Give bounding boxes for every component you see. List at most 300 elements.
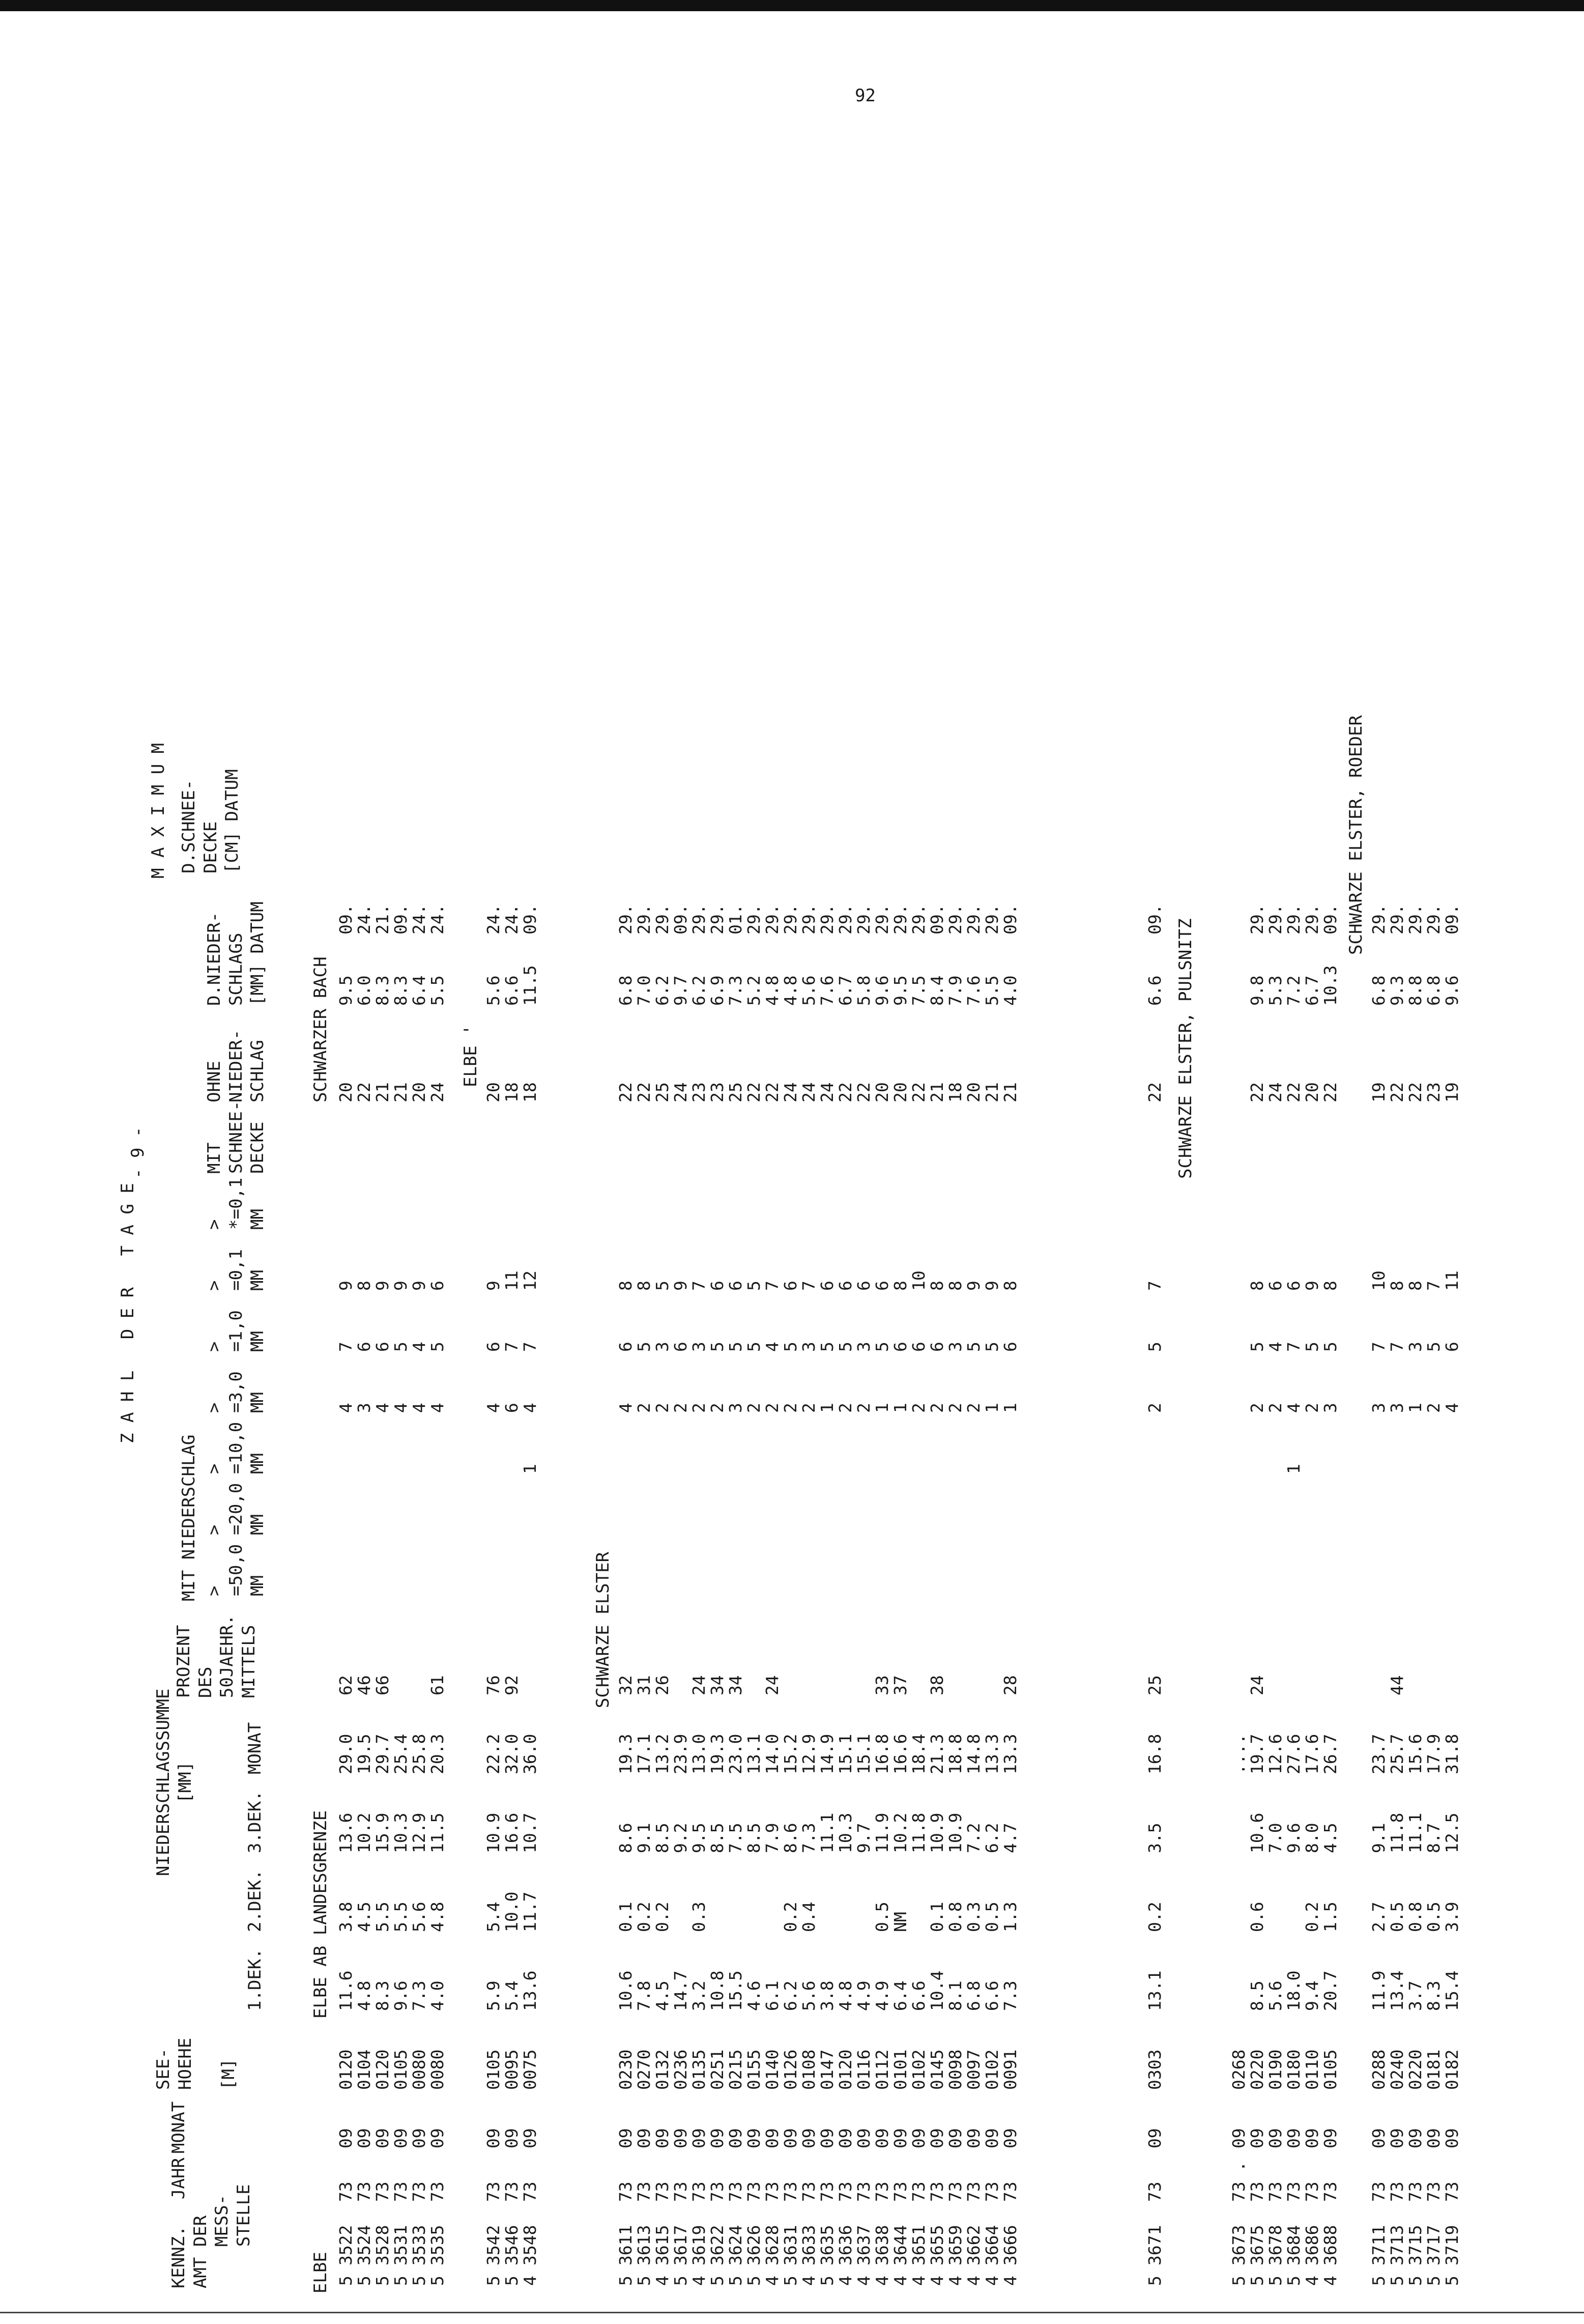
- station-kennz: 3531: [391, 2225, 411, 2265]
- station-monat: 09: [354, 2128, 374, 2148]
- precip-dek3: 8.7: [1424, 1823, 1444, 1853]
- station-amt: 5: [354, 2276, 374, 2286]
- max-precip: 9.8: [1247, 975, 1267, 1006]
- station-monat: 09: [409, 2128, 429, 2148]
- precip-dek2: 3.8: [336, 1902, 356, 1932]
- station-hoehe: 0105: [483, 2049, 503, 2090]
- precip-dek1: 6.8: [964, 1980, 984, 2011]
- precip-dek3: 10.2: [354, 1812, 374, 1853]
- precip-dek3: 8.5: [652, 1823, 672, 1853]
- station-amt: 5: [427, 2276, 447, 2286]
- percent-of-mean: 32: [616, 1675, 636, 1695]
- days-without-precip: 21: [1000, 1082, 1020, 1102]
- days-without-precip: 22: [909, 1082, 929, 1102]
- precip-dek3: 15.9: [372, 1812, 392, 1853]
- max-precip-date: 29.: [616, 904, 636, 934]
- precip-dek1: 10.8: [707, 1970, 727, 2011]
- days-ge-1: 6: [616, 1342, 636, 1352]
- max-precip: 6.9: [707, 975, 727, 1006]
- station-hoehe: 0145: [927, 2049, 947, 2090]
- precip-month: 19.3: [616, 1734, 636, 1774]
- station-hoehe: 0102: [909, 2049, 929, 2090]
- days-ge-01: 8: [945, 1281, 965, 1291]
- precip-month: 29.0: [336, 1734, 356, 1774]
- station-amt: 5: [409, 2276, 429, 2286]
- station-kennz: 3613: [634, 2225, 654, 2265]
- station-hoehe: 0236: [671, 2049, 690, 2090]
- max-precip-date: 21.: [372, 904, 392, 934]
- header-mit-niederschlag: MIT NIEDERSCHLAG: [179, 1434, 199, 1601]
- group-label: SCHWARZE ELSTER, PULSNITZ: [1175, 918, 1196, 1179]
- precip-dek3: 9.6: [1284, 1823, 1304, 1853]
- station-jahr: 73: [1369, 2181, 1389, 2202]
- station-jahr: 73: [1302, 2181, 1322, 2202]
- station-amt: 4: [799, 2276, 819, 2286]
- days-ge-1: 3: [689, 1342, 709, 1352]
- station-hoehe: 0288: [1369, 2049, 1389, 2090]
- days-without-precip: 24: [781, 1082, 800, 1102]
- station-hoehe: 0101: [890, 2049, 910, 2090]
- station-jahr: 73: [817, 2181, 837, 2202]
- precip-month: 26.7: [1320, 1734, 1340, 1774]
- max-precip: 4.0: [1000, 975, 1020, 1006]
- days-ge-1: 7: [502, 1342, 522, 1352]
- header-gt3: > =3,0 MM: [204, 1371, 268, 1413]
- days-ge-01: 8: [1405, 1281, 1425, 1291]
- days-ge-3: 1: [982, 1403, 1002, 1413]
- days-ge-1: 5: [1424, 1342, 1444, 1352]
- days-ge-3: 2: [671, 1403, 690, 1413]
- station-jahr: 73: [409, 2181, 429, 2202]
- max-precip-date: 09.: [1145, 904, 1165, 934]
- max-precip-date: 29.: [781, 904, 800, 934]
- station-kennz: 3644: [890, 2225, 910, 2265]
- station-jahr: 73: [634, 2181, 654, 2202]
- percent-of-mean: 66: [372, 1675, 392, 1695]
- max-precip-date: 29.: [1405, 904, 1425, 934]
- station-amt: 5: [1369, 2276, 1389, 2286]
- days-ge-1: 5: [836, 1342, 855, 1352]
- precip-month: 27.6: [1284, 1734, 1304, 1774]
- days-ge-01: 9: [982, 1281, 1002, 1291]
- station-amt: 5: [1405, 2276, 1425, 2286]
- max-precip: 5.5: [982, 975, 1002, 1006]
- days-ge-3: 3: [354, 1403, 374, 1413]
- days-without-precip: 24: [817, 1082, 837, 1102]
- percent-of-mean: 61: [427, 1675, 447, 1695]
- max-precip: 9.7: [671, 975, 690, 1006]
- days-ge-1: 3: [854, 1342, 874, 1352]
- max-precip-date: 29.: [744, 904, 764, 934]
- days-ge-01: 6: [817, 1281, 837, 1291]
- precip-month: 15.1: [836, 1734, 855, 1774]
- precip-dek1: 6.6: [982, 1980, 1002, 2011]
- station-hoehe: 0251: [707, 2049, 727, 2090]
- max-precip: 7.9: [945, 975, 965, 1006]
- precip-dek2: 11.7: [520, 1891, 540, 1932]
- precip-dek3: 16.6: [502, 1812, 522, 1853]
- days-ge-01: 9: [671, 1281, 690, 1291]
- max-precip: 5.6: [483, 975, 503, 1006]
- station-kennz: 3637: [854, 2225, 874, 2265]
- precip-month: 22.2: [483, 1734, 503, 1774]
- station-hoehe: 0135: [689, 2049, 709, 2090]
- station-amt: 4: [982, 2276, 1002, 2286]
- station-kennz: 3636: [836, 2225, 855, 2265]
- days-ge-1: 7: [1387, 1342, 1407, 1352]
- station-hoehe: 0155: [744, 2049, 764, 2090]
- station-monat: 09: [1369, 2128, 1389, 2148]
- days-ge-1: 6: [372, 1342, 392, 1352]
- precip-dek2: 0.5: [872, 1902, 892, 1932]
- precip-dek2: 1.5: [1320, 1902, 1340, 1932]
- station-monat: 09: [1229, 2128, 1249, 2148]
- max-precip: 10.3: [1320, 965, 1340, 1006]
- days-without-precip: 22: [1405, 1082, 1425, 1102]
- precip-dek1: 18.0: [1284, 1970, 1304, 2011]
- precip-dek1: 15.4: [1442, 1970, 1462, 2011]
- station-monat: 09: [781, 2128, 800, 2148]
- days-ge-3: 2: [927, 1403, 947, 1413]
- precip-dek3: 8.5: [707, 1823, 727, 1853]
- station-monat: 09: [372, 2128, 392, 2148]
- precip-dek2: 0.8: [1405, 1902, 1425, 1932]
- station-amt: 5: [1247, 2276, 1267, 2286]
- precip-dek3: 11.5: [427, 1812, 447, 1853]
- precip-dek1: 6.1: [762, 1980, 782, 2011]
- station-monat: 09: [689, 2128, 709, 2148]
- precip-dek2: 0.2: [634, 1902, 654, 1932]
- days-ge-1: 5: [1320, 1342, 1340, 1352]
- precip-dek2: 0.3: [964, 1902, 984, 1932]
- max-precip: 4.8: [762, 975, 782, 1006]
- station-hoehe: 0095: [502, 2049, 522, 2090]
- days-ge-1: 5: [391, 1342, 411, 1352]
- precip-month: 29.7: [372, 1734, 392, 1774]
- precip-dek1: 3.8: [817, 1980, 837, 2011]
- station-hoehe: 0120: [336, 2049, 356, 2090]
- max-precip-date: 29.: [1387, 904, 1407, 934]
- precip-dek1: 7.8: [634, 1980, 654, 2011]
- precip-month: 15.1: [854, 1734, 874, 1774]
- station-hoehe: 0147: [817, 2049, 837, 2090]
- days-ge-1: 4: [762, 1342, 782, 1352]
- days-ge-1: 5: [872, 1342, 892, 1352]
- max-precip-date: 29.: [909, 904, 929, 934]
- station-kennz: 3684: [1284, 2225, 1304, 2265]
- days-ge-3: 4: [336, 1403, 356, 1413]
- station-hoehe: 0140: [762, 2049, 782, 2090]
- precip-dek3: 8.6: [781, 1823, 800, 1853]
- days-ge-1: 3: [652, 1342, 672, 1352]
- days-ge-3: 2: [1145, 1403, 1165, 1413]
- days-ge-1: 3: [1405, 1342, 1425, 1352]
- precip-month: 15.2: [781, 1734, 800, 1774]
- days-ge-01: 9: [964, 1281, 984, 1291]
- station-kennz: 3675: [1247, 2225, 1267, 2265]
- max-precip: 6.8: [1424, 975, 1444, 1006]
- days-without-precip: 22: [836, 1082, 855, 1102]
- station-monat: 09: [909, 2128, 929, 2148]
- precip-dek1: 10.4: [927, 1970, 947, 2011]
- precip-dek3: 10.9: [927, 1812, 947, 1853]
- station-jahr: 73: [1442, 2181, 1462, 2202]
- days-without-precip: 20: [1302, 1082, 1322, 1102]
- station-jahr: 73: [1284, 2181, 1304, 2202]
- precip-dek2: 5.5: [372, 1902, 392, 1932]
- days-ge-1: 5: [744, 1342, 764, 1352]
- station-hoehe: 0270: [634, 2049, 654, 2090]
- percent-of-mean: 33: [872, 1675, 892, 1695]
- precip-dek2: 0.2: [1302, 1902, 1322, 1932]
- max-precip-date: 09.: [1442, 904, 1462, 934]
- station-monat: 09: [1442, 2128, 1462, 2148]
- days-ge-3: 2: [762, 1403, 782, 1413]
- days-ge-3: 3: [1369, 1403, 1389, 1413]
- max-precip-date: 24.: [502, 904, 522, 934]
- days-ge-01: 6: [854, 1281, 874, 1291]
- station-monat: 09: [427, 2128, 447, 2148]
- precip-dek3: 10.2: [890, 1812, 910, 1853]
- precip-dek1: 14.7: [671, 1970, 690, 2011]
- days-without-precip: 24: [671, 1082, 690, 1102]
- days-ge-3: 2: [799, 1403, 819, 1413]
- station-amt: 5: [1265, 2276, 1285, 2286]
- station-jahr: 73 .: [1229, 2161, 1249, 2202]
- precip-dek1: 13.6: [520, 1970, 540, 2011]
- station-kennz: 3617: [671, 2225, 690, 2265]
- station-monat: 09: [799, 2128, 819, 2148]
- precip-month: 19.7: [1247, 1734, 1267, 1774]
- days-ge-3: 4: [616, 1403, 636, 1413]
- days-ge-1: 4: [1265, 1342, 1285, 1352]
- header-monat-sum: MONAT: [245, 1722, 265, 1774]
- days-ge-1: 5: [982, 1342, 1002, 1352]
- header-gt01: > =0,1 MM: [204, 1249, 268, 1291]
- station-hoehe: 0080: [409, 2049, 429, 2090]
- precip-dek1: 5.6: [1265, 1980, 1285, 2011]
- station-amt: 4: [652, 2276, 672, 2286]
- group-label: SCHWARZE ELSTER, ROEDER: [1346, 715, 1366, 955]
- header-dek1: 1.DEK.: [245, 1948, 265, 2011]
- max-precip-date: 29.: [982, 904, 1002, 934]
- max-precip: 5.5: [427, 975, 447, 1006]
- days-ge-01: 9: [483, 1281, 503, 1291]
- precip-month: 36.0: [520, 1734, 540, 1774]
- header-max-niederschlag: D.NIEDER- SCHLAGS [MM] DATUM: [204, 901, 268, 1006]
- station-amt: 5: [502, 2276, 522, 2286]
- station-jahr: 73: [391, 2181, 411, 2202]
- precip-dek3: 6.2: [982, 1823, 1002, 1853]
- days-ge-3: 4: [483, 1403, 503, 1413]
- days-ge-3: 3: [1387, 1403, 1407, 1413]
- days-ge-1: 6: [909, 1342, 929, 1352]
- days-ge-1: 4: [409, 1342, 429, 1352]
- precip-dek1: 20.7: [1320, 1970, 1340, 2011]
- station-kennz: 3611: [616, 2225, 636, 2265]
- page-number: 92: [855, 86, 876, 106]
- precip-dek2: 0.1: [927, 1902, 947, 1932]
- station-kennz: 3535: [427, 2225, 447, 2265]
- station-monat: 09: [1000, 2128, 1020, 2148]
- days-ge-01: 8: [354, 1281, 374, 1291]
- days-ge-01: 8: [927, 1281, 947, 1291]
- days-without-precip: 19: [1369, 1082, 1389, 1102]
- precip-dek1: 4.0: [427, 1980, 447, 2011]
- days-ge-3: 2: [1265, 1403, 1285, 1413]
- days-ge-01: 6: [872, 1281, 892, 1291]
- max-precip-date: 09.: [520, 904, 540, 934]
- days-ge-01: 5: [652, 1281, 672, 1291]
- precip-dek2: 5.5: [391, 1902, 411, 1932]
- percent-of-mean: 31: [634, 1675, 654, 1695]
- days-without-precip: 21: [982, 1082, 1002, 1102]
- precip-dek3: 11.8: [1387, 1812, 1407, 1853]
- days-without-precip: 21: [927, 1082, 947, 1102]
- station-kennz: 3638: [872, 2225, 892, 2265]
- header-max-schneedecke: D.SCHNEE- DECKE [CM] DATUM: [179, 769, 242, 873]
- days-ge-01: 7: [762, 1281, 782, 1291]
- max-precip: 6.8: [1369, 975, 1389, 1006]
- precip-month: 18.4: [909, 1734, 929, 1774]
- days-ge-1: 6: [483, 1342, 503, 1352]
- station-amt: 4: [909, 2276, 929, 2286]
- station-hoehe: 0126: [781, 2049, 800, 2090]
- precip-dek1: 5.9: [483, 1980, 503, 2011]
- station-jahr: 73: [945, 2181, 965, 2202]
- days-ge-3: 6: [502, 1403, 522, 1413]
- station-kennz: 3678: [1265, 2225, 1285, 2265]
- days-without-precip: 23: [1424, 1082, 1444, 1102]
- precip-month: 21.3: [927, 1734, 947, 1774]
- max-precip: 5.6: [799, 975, 819, 1006]
- max-precip: 7.6: [817, 975, 837, 1006]
- station-kennz: 3719: [1442, 2225, 1462, 2265]
- precip-month: 14.0: [762, 1734, 782, 1774]
- station-jahr: 73: [1424, 2181, 1444, 2202]
- days-ge-3: 4: [372, 1403, 392, 1413]
- days-ge-3: 1: [817, 1403, 837, 1413]
- precip-dek1: 5.4: [502, 1980, 522, 2011]
- days-ge-01: 8: [890, 1281, 910, 1291]
- station-hoehe: 0182: [1442, 2049, 1462, 2090]
- precip-dek1: 13.4: [1387, 1970, 1407, 2011]
- station-kennz: 3713: [1387, 2225, 1407, 2265]
- precip-dek1: 10.6: [616, 1970, 636, 2011]
- max-precip: 7.3: [726, 975, 745, 1006]
- station-kennz: 3633: [799, 2225, 819, 2265]
- precip-month: 17.1: [634, 1734, 654, 1774]
- days-without-precip: 22: [744, 1082, 764, 1102]
- percent-of-mean: 34: [707, 1675, 727, 1695]
- station-amt: 4: [1302, 2276, 1322, 2286]
- precip-month: 17.9: [1424, 1734, 1444, 1774]
- precip-dek3: 11.9: [872, 1812, 892, 1853]
- station-monat: 09: [726, 2128, 745, 2148]
- days-without-precip: 23: [689, 1082, 709, 1102]
- station-amt: 5: [707, 2276, 727, 2286]
- precip-dek1: 4.9: [872, 1980, 892, 2011]
- precip-month: 13.2: [652, 1734, 672, 1774]
- days-ge-01: 8: [1247, 1281, 1267, 1291]
- days-ge-01: 11: [1442, 1270, 1462, 1291]
- days-ge-01: 8: [1387, 1281, 1407, 1291]
- days-ge-1: 5: [1145, 1342, 1165, 1352]
- precip-dek2: 0.2: [781, 1902, 800, 1932]
- precip-dek2: 0.6: [1247, 1902, 1267, 1932]
- days-without-precip: 22: [854, 1082, 874, 1102]
- days-without-precip: 21: [372, 1082, 392, 1102]
- station-amt: 5: [634, 2276, 654, 2286]
- group-label: SCHWARZER BACH: [310, 956, 331, 1102]
- station-amt: 5: [372, 2276, 392, 2286]
- days-ge-1: 5: [1302, 1342, 1322, 1352]
- max-precip: 5.8: [854, 975, 874, 1006]
- precip-dek1: 7.3: [409, 1980, 429, 2011]
- group-label: ELBE: [310, 2252, 331, 2293]
- header-monat: MONAT: [168, 2101, 189, 2153]
- days-ge-1: 6: [927, 1342, 947, 1352]
- precip-dek2: 1.3: [1000, 1902, 1020, 1932]
- precip-month: 16.6: [890, 1734, 910, 1774]
- header-prozent: PROZENT DES 50JAEHR. MITTELS: [174, 1614, 259, 1698]
- days-ge-3: 2: [781, 1403, 800, 1413]
- precip-dek2: 5.4: [483, 1902, 503, 1932]
- max-precip: 7.0: [634, 975, 654, 1006]
- days-without-precip: 22: [354, 1082, 374, 1102]
- days-ge-3: 2: [689, 1403, 709, 1413]
- precip-month: 16.8: [872, 1734, 892, 1774]
- station-jahr: 73: [520, 2181, 540, 2202]
- station-amt: 5: [1424, 2276, 1444, 2286]
- station-monat: 09: [744, 2128, 764, 2148]
- station-monat: 09: [336, 2128, 356, 2148]
- precip-month: 12.6: [1265, 1734, 1285, 1774]
- days-ge-01: 6: [726, 1281, 745, 1291]
- header-dek3: 3.DEK.: [245, 1791, 265, 1853]
- station-kennz: 3524: [354, 2225, 374, 2265]
- station-monat: 09: [483, 2128, 503, 2148]
- max-precip-date: 24.: [483, 904, 503, 934]
- max-precip: 9.5: [890, 975, 910, 1006]
- station-monat: 09: [762, 2128, 782, 2148]
- station-amt: 4: [872, 2276, 892, 2286]
- precip-dek2: 5.6: [409, 1902, 429, 1932]
- station-kennz: 3533: [409, 2225, 429, 2265]
- station-amt: 5: [744, 2276, 764, 2286]
- station-kennz: 3528: [372, 2225, 392, 2265]
- days-ge-01: 12: [520, 1270, 540, 1291]
- station-amt: 5: [616, 2276, 636, 2286]
- precip-dek2: 0.8: [945, 1902, 965, 1932]
- station-monat: 09: [1145, 2128, 1165, 2148]
- days-ge-01: 7: [689, 1281, 709, 1291]
- max-precip-date: 29.: [836, 904, 855, 934]
- precip-dek3: 11.1: [817, 1812, 837, 1853]
- station-monat: 09: [927, 2128, 947, 2148]
- header-ohne-niederschlag: OHNE NIEDER- SCHLAG: [204, 1029, 268, 1102]
- days-ge-3: 3: [726, 1403, 745, 1413]
- station-amt: 5: [671, 2276, 690, 2286]
- station-hoehe: 0303: [1145, 2049, 1165, 2090]
- days-ge-3: 4: [1284, 1403, 1304, 1413]
- days-ge-1: 5: [964, 1342, 984, 1352]
- station-amt: 4: [1320, 2276, 1340, 2286]
- days-ge-01: 6: [1284, 1281, 1304, 1291]
- station-amt: 5: [781, 2276, 800, 2286]
- station-amt: 4: [836, 2276, 855, 2286]
- precip-dek2: 0.5: [1387, 1902, 1407, 1932]
